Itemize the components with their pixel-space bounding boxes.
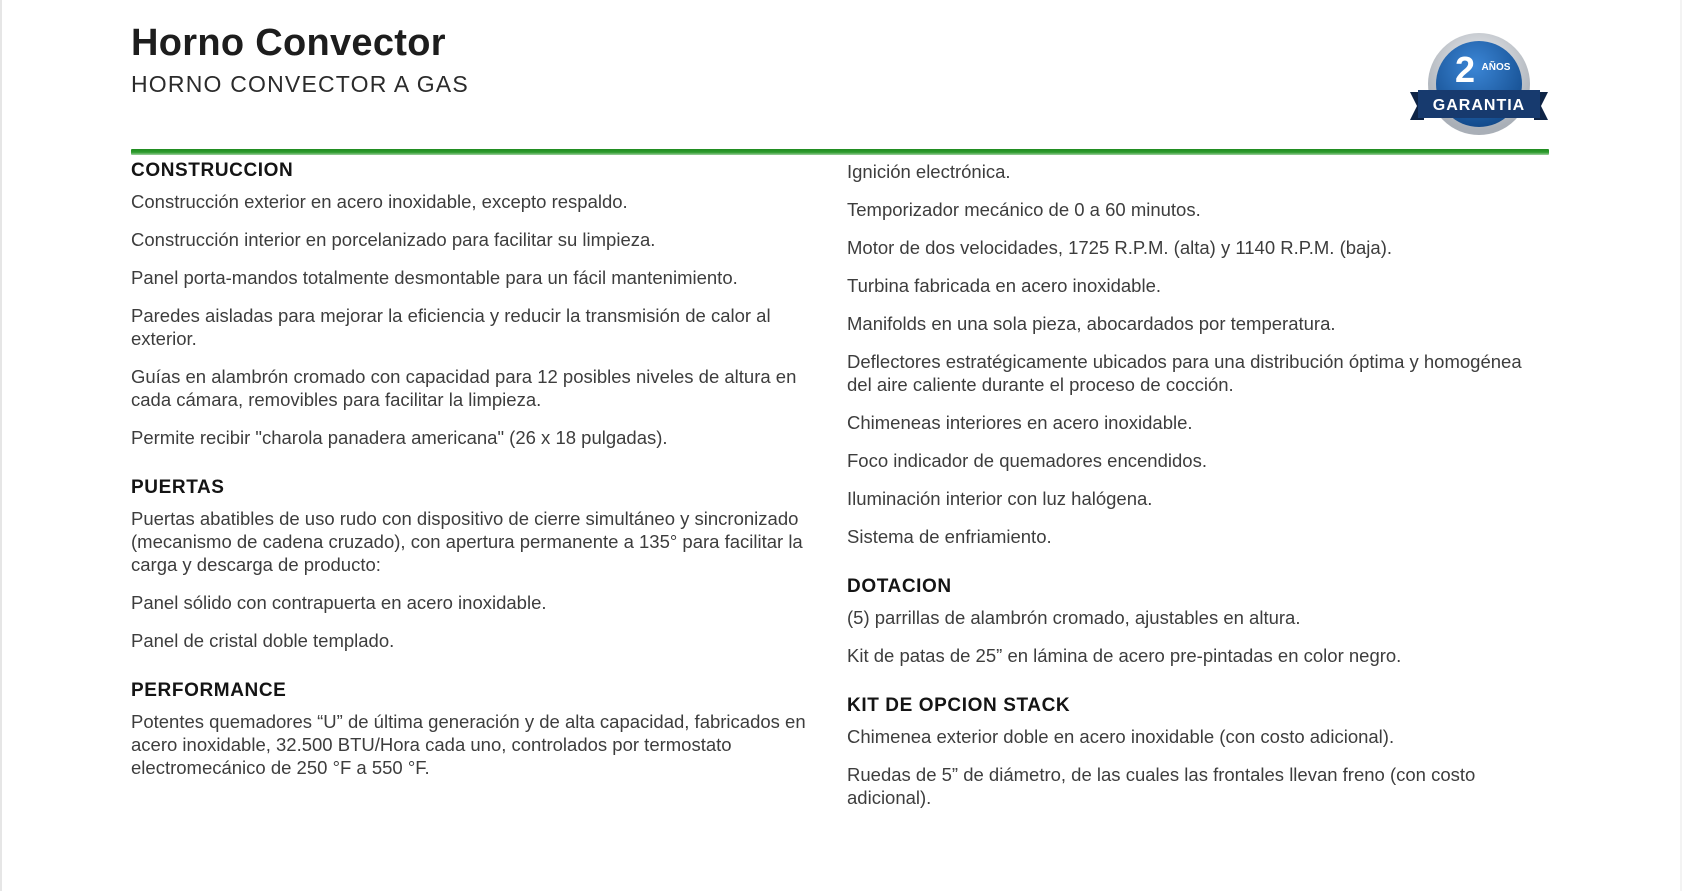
section-dotacion bbox=[847, 576, 1537, 667]
spec-paragraph: Construcción exterior en acero inoxidable, excepto respaldo. bbox=[131, 191, 628, 212]
section-puertas bbox=[131, 477, 821, 652]
warranty-badge bbox=[1408, 32, 1550, 144]
spec-paragraph: Foco indicador de quemadores encendidos. bbox=[847, 450, 1207, 471]
section-kit-de-opcion-stack bbox=[847, 695, 1537, 809]
section-heading: DOTACION bbox=[847, 576, 952, 597]
spec-paragraph: Potentes quemadores “U” de última generación y de alta capacidad, fabricados en acero inoxidable, 32.500 BTU/Hora cada uno, controlados por termostato electromecánico de 250 °F a 550 °F. bbox=[131, 711, 806, 778]
right-column bbox=[847, 160, 1537, 837]
page-subtitle: HORNO CONVECTOR A GAS bbox=[131, 71, 469, 97]
spec-paragraph: Sistema de enfriamiento. bbox=[847, 526, 1052, 547]
spec-paragraph: Panel de cristal doble templado. bbox=[131, 630, 395, 651]
section-heading: PERFORMANCE bbox=[131, 680, 287, 701]
section-performance bbox=[131, 680, 821, 779]
page-edge bbox=[0, 0, 2, 891]
spec-paragraph: Manifolds en una sola pieza, abocardados por temperatura. bbox=[847, 313, 1336, 334]
badge-ribbon-label: GARANTIA bbox=[1432, 97, 1526, 114]
spec-paragraph: Panel sólido con contrapuerta en acero inoxidable. bbox=[131, 592, 547, 613]
spec-paragraph: Puertas abatibles de uso rudo con dispositivo de cierre simultáneo y sincronizado (mecanismo de cadena cruzado), con apertura permanente a 135° para facilitar la carga y descarga de producto: bbox=[131, 508, 803, 575]
section-heading: PUERTAS bbox=[131, 477, 225, 498]
header bbox=[131, 22, 469, 98]
section-continued bbox=[847, 160, 1537, 548]
spec-paragraph: Kit de patas de 25” en lámina de acero pre-pintadas en color negro. bbox=[847, 645, 1402, 666]
spec-paragraph: Ruedas de 5” de diámetro, de las cuales las frontales llevan freno (con costo adicional). bbox=[847, 764, 1476, 808]
section-construccion bbox=[131, 160, 821, 449]
section-heading: KIT DE OPCION STACK bbox=[847, 695, 1071, 716]
left-column bbox=[131, 160, 821, 807]
badge-years-label: AÑOS bbox=[1481, 62, 1511, 73]
spec-paragraph: Permite recibir "charola panadera americana" (26 x 18 pulgadas). bbox=[131, 427, 668, 448]
spec-paragraph: Chimenea exterior doble en acero inoxidable (con costo adicional). bbox=[847, 726, 1395, 747]
spec-paragraph: Iluminación interior con luz halógena. bbox=[847, 488, 1153, 509]
spec-paragraph: Construcción interior en porcelanizado para facilitar su limpieza. bbox=[131, 229, 656, 250]
green-divider bbox=[131, 149, 1549, 155]
page-title: Horno Convector bbox=[131, 22, 446, 64]
spec-paragraph: Ignición electrónica. bbox=[847, 161, 1011, 182]
spec-paragraph: Guías en alambrón cromado con capacidad para 12 posibles niveles de altura en cada cámara, removibles para facilitar la limpieza. bbox=[131, 366, 797, 410]
badge-number: 2 bbox=[1454, 49, 1476, 90]
spec-paragraph: Temporizador mecánico de 0 a 60 minutos. bbox=[847, 199, 1201, 220]
spec-paragraph: Motor de dos velocidades, 1725 R.P.M. (alta) y 1140 R.P.M. (baja). bbox=[847, 237, 1393, 258]
spec-paragraph: Deflectores estratégicamente ubicados para una distribución óptima y homogénea del aire caliente durante el proceso de cocción. bbox=[847, 351, 1522, 395]
spec-paragraph: (5) parrillas de alambrón cromado, ajustables en altura. bbox=[847, 607, 1301, 628]
spec-paragraph: Turbina fabricada en acero inoxidable. bbox=[847, 275, 1162, 296]
spec-paragraph: Panel porta-mandos totalmente desmontable para un fácil mantenimiento. bbox=[131, 267, 738, 288]
spec-paragraph: Chimeneas interiores en acero inoxidable. bbox=[847, 412, 1193, 433]
spec-paragraph: Paredes aisladas para mejorar la eficiencia y reducir la transmisión de calor al exterior. bbox=[131, 305, 771, 349]
section-heading: CONSTRUCCION bbox=[131, 160, 294, 181]
